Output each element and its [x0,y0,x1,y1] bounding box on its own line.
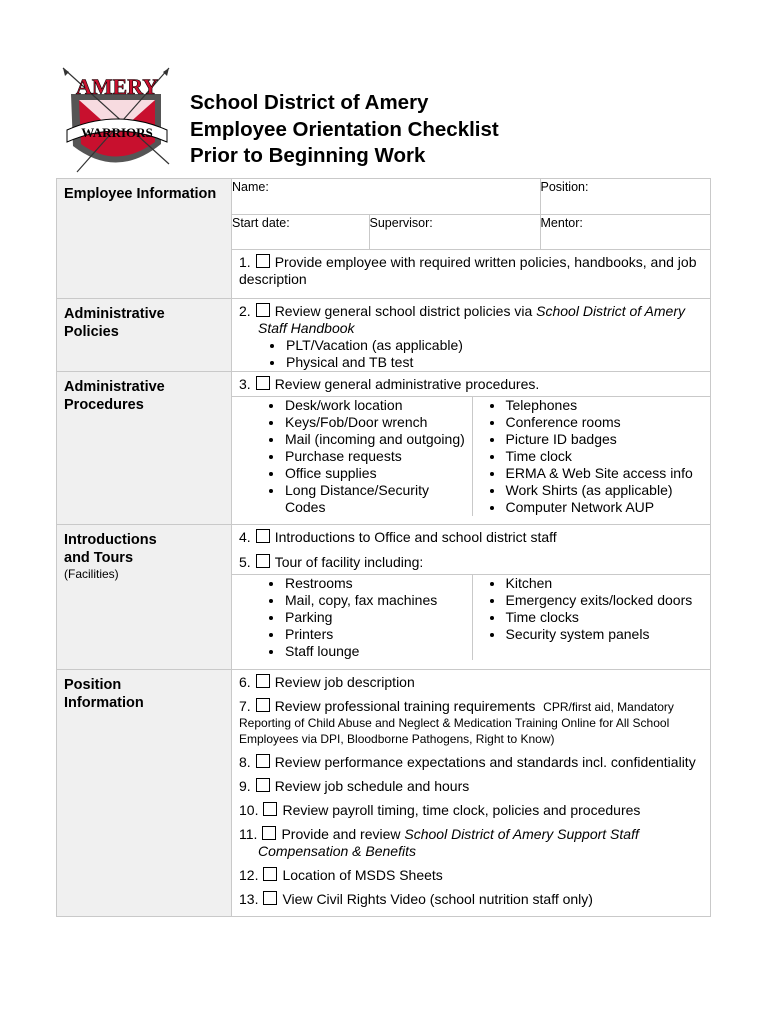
item-9-checkbox[interactable] [256,778,270,792]
list-item: • Time clocks [505,609,712,626]
amery-warriors-logo [57,64,177,180]
list-item: • Computer Network AUP [505,499,712,516]
item-3-row [232,372,711,397]
item-2-checkbox[interactable] [256,303,270,317]
document-title [190,90,499,170]
start-date-field[interactable] [232,214,369,249]
procedures-left-column [232,397,472,516]
list-item: • Conference rooms [505,414,712,431]
list-item: • PLT/Vacation (as applicable) [285,337,710,354]
item-13: 13. View Civil Rights Video (school nutrition staff only) [239,891,593,907]
item-7-checkbox[interactable] [256,698,270,712]
item-1-row [232,250,711,299]
item-5-checkbox[interactable] [256,554,270,568]
procedures-right-column [472,397,711,516]
name-field[interactable] [232,179,540,214]
position-label: Position: [540,180,589,194]
item-6-checkbox[interactable] [256,674,270,688]
list-item: • Parking [284,609,472,626]
list-item: • Time clock [505,448,712,465]
intro-tours-section: Introductions and Tours (Facilities) [57,525,232,670]
item-12-checkbox[interactable] [263,867,277,881]
list-item: • Desk/work location [284,397,472,414]
item-13-checkbox[interactable] [263,891,277,905]
item-8-checkbox[interactable] [256,754,270,768]
item-1-checkbox[interactable] [256,254,270,268]
list-item: • Picture ID badges [505,431,712,448]
list-item: • Staff lounge [284,643,472,660]
item-11-checkbox[interactable] [262,826,276,840]
list-item: • Physical and TB test [285,354,710,371]
item-2: 2. Review general school district policies via School District of Amery Staff Handbook [239,303,685,336]
list-item: • Emergency exits/locked doors [505,592,712,609]
list-item: • ERMA & Web Site access info [505,465,712,482]
list-item: • Kitchen [505,575,712,592]
list-item: • Office supplies [284,465,472,482]
svg-text:AMERY: AMERY [75,74,159,99]
item-12: 12. Location of MSDS Sheets [239,867,443,883]
position-items [232,670,711,917]
admin-procedures-section: Administrative Procedures [57,372,232,525]
position-info-section: Position Information [57,670,232,917]
employee-info-section [57,179,232,299]
item-4-5-row [232,525,711,575]
start-date-label: Start date: [232,215,290,230]
title-line-3: Prior to Beginning Work [190,144,426,167]
list-item: • Mail, copy, fax machines [284,592,472,609]
item-11: 11. Provide and review School District of Amery Support Staff Compensation & Benefits [239,826,639,859]
list-item: • Telephones [505,397,712,414]
employee-info-heading: Employee Information [64,186,217,202]
mentor-label: Mentor: [540,215,583,230]
item-2-row [232,299,711,372]
tours-left-column [232,575,472,660]
item-6: 6. Review job description [239,674,415,690]
list-item: • Mail (incoming and outgoing) [284,431,472,448]
position-field[interactable] [540,179,711,214]
admin-policies-section: Administrative Policies [57,299,232,372]
list-item: • Keys/Fob/Door wrench [284,414,472,431]
svg-text:WARRIORS: WARRIORS [81,125,153,140]
tours-right-column [472,575,711,660]
item-3-checkbox[interactable] [256,376,270,390]
item-7: 7. Review professional training requirements CPR/first aid, Mandatory Reporting of Child Abuse and Neglect & Medication Training Online for All School Employees via DPI, Bloodborne Pathogens, Right to Know) [239,698,674,746]
item-4-checkbox[interactable] [256,529,270,543]
admin-policies-list [232,337,710,371]
item-10-checkbox[interactable] [263,802,277,816]
list-item: • Work Shirts (as applicable) [505,482,712,499]
list-item: • Restrooms [284,575,472,592]
item-3: 3. Review general administrative procedures. [239,376,540,392]
list-item: • Long Distance/Security Codes [284,482,472,516]
list-item: • Security system panels [505,626,712,643]
checklist-table [56,178,711,917]
title-line-2: Employee Orientation Checklist [190,117,499,141]
item-4: 4. Introductions to Office and school district staff [239,529,557,545]
list-item: • Printers [284,626,472,643]
mentor-field[interactable] [540,214,711,249]
supervisor-field[interactable] [369,214,540,249]
title-line-1: School District of Amery [190,91,429,114]
name-label: Name: [232,180,269,194]
supervisor-label: Supervisor: [369,215,433,230]
item-10: 10. Review payroll timing, time clock, policies and procedures [239,802,641,818]
item-5: 5. Tour of facility including: [239,554,424,570]
item-8: 8. Review performance expectations and standards incl. confidentiality [239,754,696,770]
item-1: 1. Provide employee with required written policies, handbooks, and job description [239,254,697,287]
list-item: • Purchase requests [284,448,472,465]
item-9: 9. Review job schedule and hours [239,778,470,794]
